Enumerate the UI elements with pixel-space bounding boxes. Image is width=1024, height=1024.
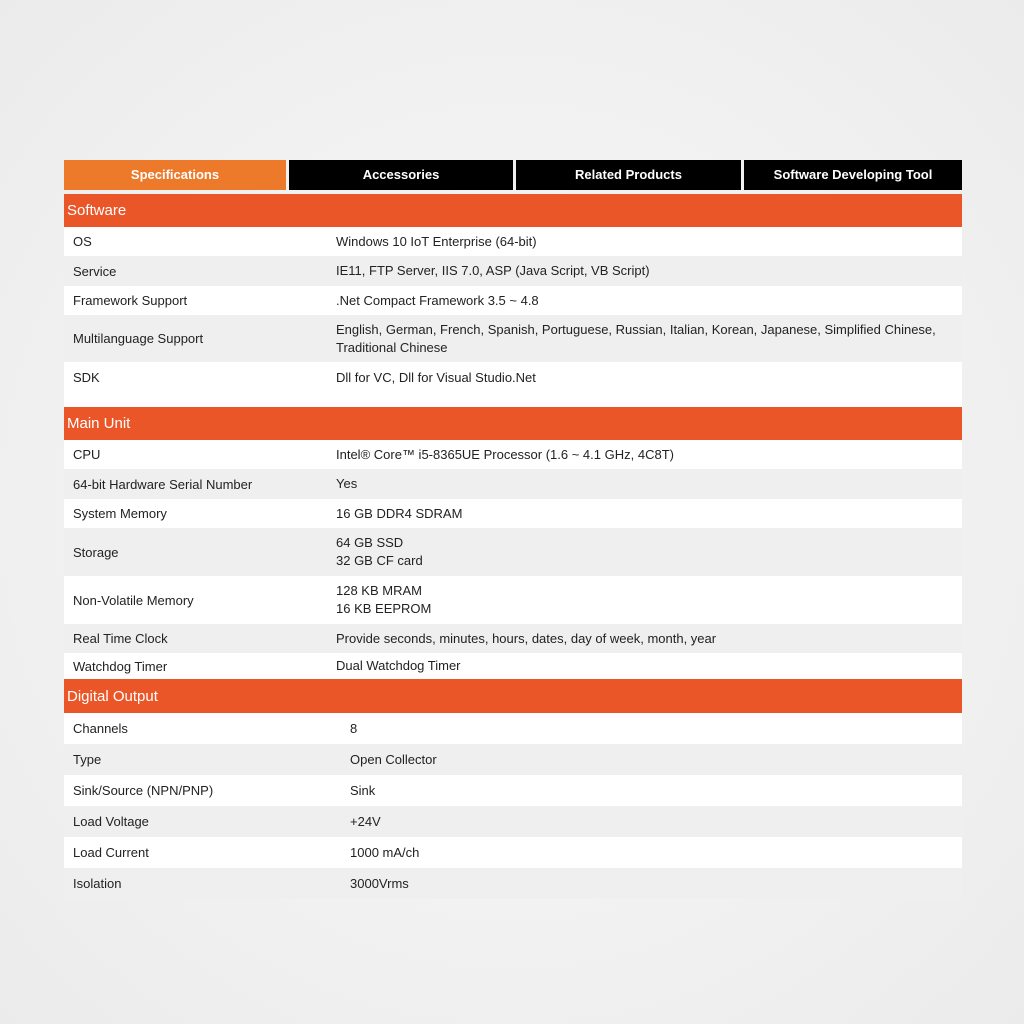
row-label: Channels: [73, 721, 128, 736]
section-header: Main Unit: [64, 407, 962, 440]
table-row: [64, 227, 962, 256]
section-header: Software: [64, 194, 962, 227]
row-value: English, German, French, Spanish, Portuguese, Russian, Italian, Korean, Japanese, Simplified Chinese, Traditional Chinese: [336, 321, 936, 355]
row-value: Provide seconds, minutes, hours, dates, day of week, month, year: [336, 630, 717, 646]
row-value: 64 GB SSD 32 GB CF card: [336, 535, 423, 568]
tab-related-products[interactable]: Related Products: [516, 160, 741, 190]
row-value: 1000 mA/ch: [350, 844, 420, 860]
row-label: Service: [73, 263, 117, 279]
table-row: [64, 576, 962, 624]
row-value: 16 GB DDR4 SDRAM: [336, 505, 463, 521]
table-row: [64, 286, 962, 315]
table-row: [64, 744, 962, 775]
row-value: Open Collector: [350, 751, 437, 767]
table-row: [64, 528, 962, 576]
row-value: Sink: [350, 782, 376, 798]
table-row: [64, 713, 962, 744]
row-value: +24V: [350, 813, 381, 829]
row-label: 64-bit Hardware Serial Number: [73, 476, 253, 492]
row-label: CPU: [73, 447, 101, 462]
tab-bar: [64, 160, 962, 190]
row-label: Sink/Source (NPN/PNP): [73, 783, 214, 798]
table-row: [64, 440, 962, 469]
row-label: Framework Support: [73, 293, 188, 308]
table-row: [64, 653, 962, 679]
row-label: Isolation: [73, 876, 122, 891]
table-row: [64, 315, 962, 362]
table-row: [64, 362, 962, 393]
row-label: Load Voltage: [73, 814, 149, 829]
row-label: Type: [73, 752, 102, 767]
tab-accessories[interactable]: Accessories: [289, 160, 513, 190]
row-label: System Memory: [73, 506, 167, 521]
row-label: Non-Volatile Memory: [73, 592, 194, 608]
table-row: [64, 806, 962, 837]
row-label: Watchdog Timer: [73, 658, 168, 674]
tab-specifications[interactable]: Specifications: [64, 160, 286, 190]
table-row: [64, 837, 962, 868]
table-row: [64, 775, 962, 806]
row-label: SDK: [73, 370, 100, 385]
row-value: Windows 10 IoT Enterprise (64-bit): [336, 233, 537, 249]
row-label: Real Time Clock: [73, 631, 168, 646]
row-value: 128 KB MRAM 16 KB EEPROM: [336, 583, 432, 616]
table-row: [64, 499, 962, 528]
section-digital-output: [64, 679, 962, 899]
section-spacer: [64, 393, 962, 407]
row-value: IE11, FTP Server, IIS 7.0, ASP (Java Script, VB Script): [336, 263, 650, 278]
row-value: Dll for VC, Dll for Visual Studio.Net: [336, 369, 536, 385]
table-row: [64, 469, 962, 499]
table-row: [64, 256, 962, 286]
row-label: OS: [73, 234, 92, 249]
row-label: Load Current: [73, 845, 149, 860]
row-value: 3000Vrms: [350, 875, 409, 891]
row-label: Storage: [73, 544, 119, 560]
row-label: Multilanguage Support: [73, 331, 204, 346]
row-value: Yes: [336, 476, 358, 491]
table-row: [64, 624, 962, 653]
section-software: [64, 194, 962, 407]
row-value: .Net Compact Framework 3.5 ~ 4.8: [336, 292, 539, 308]
tab-software-developing-tool[interactable]: Software Developing Tool: [744, 160, 962, 190]
spec-panel: [64, 160, 962, 899]
row-value: 8: [350, 720, 358, 736]
section-main-unit: [64, 407, 962, 679]
table-row: [64, 868, 962, 899]
row-value: Intel® Core™ i5-8365UE Processor (1.6 ~ 4.1 GHz, 4C8T): [336, 446, 674, 462]
section-header: Digital Output: [64, 679, 962, 713]
row-value: Dual Watchdog Timer: [336, 658, 461, 673]
